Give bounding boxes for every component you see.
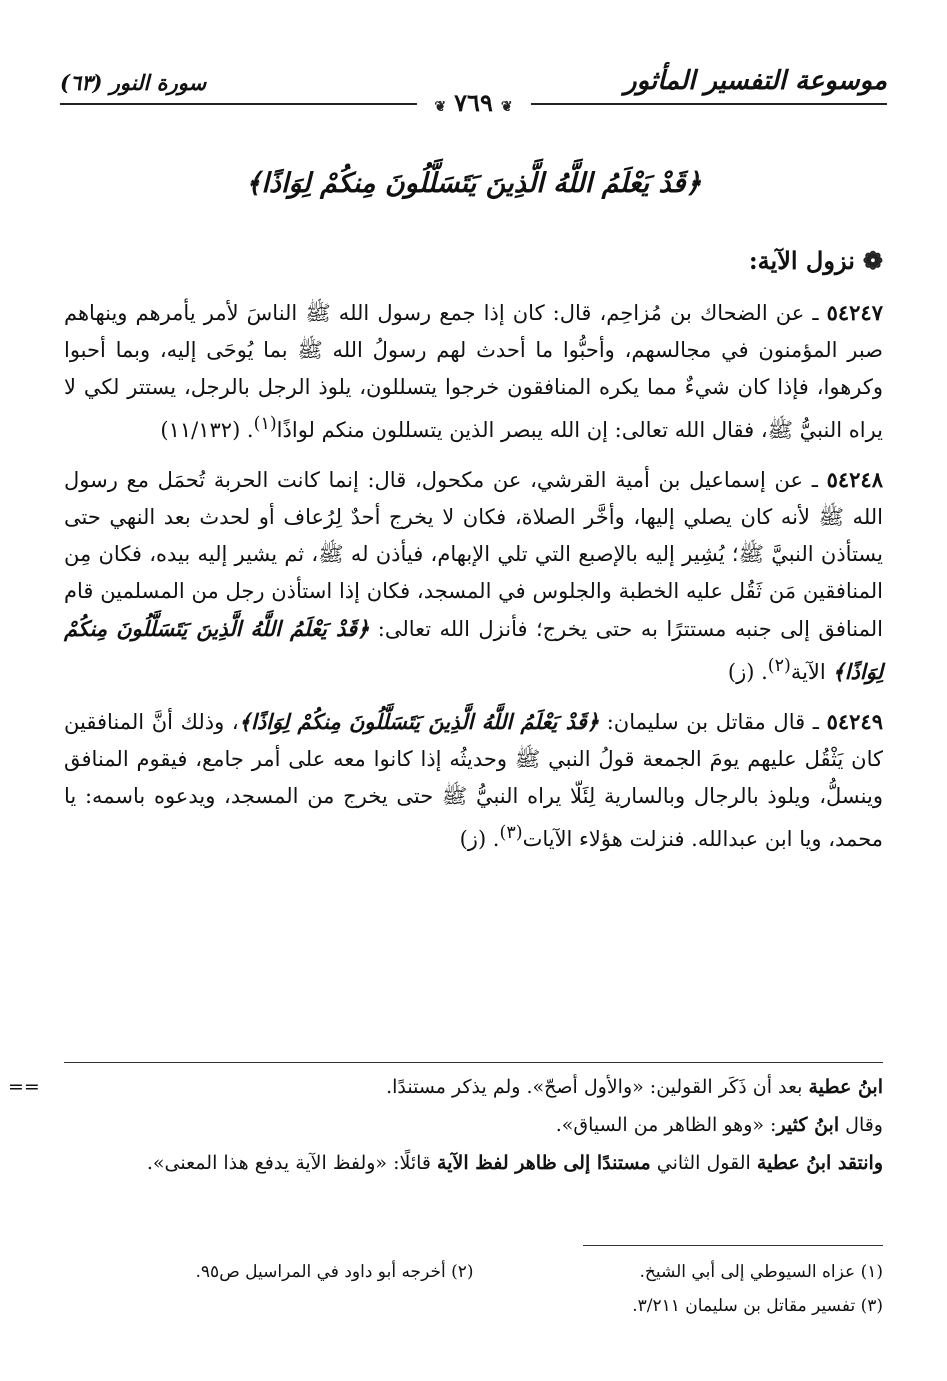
commentary-emphasis: مستندًا إلى ظاهر لفظ الآية (437, 1152, 651, 1174)
scholar-name: وانتقد ابنُ عطية (756, 1152, 883, 1174)
ornament-icon: ❦ (434, 99, 447, 115)
commentary-text: وقال (839, 1114, 883, 1136)
footnote-mark[interactable]: (٣) (499, 823, 523, 843)
entry-reference: . (ز) (459, 827, 500, 851)
scholar-name: ابنُ كثير (776, 1114, 840, 1136)
page-number: ٧٦٩ (454, 88, 493, 117)
commentary-line (64, 1144, 883, 1182)
book-title: موسوعة التفسير المأثور (624, 66, 887, 96)
entry-number: ٥٤٢٤٧ (826, 300, 883, 325)
entry-text-after: الآية (790, 660, 833, 684)
commentary-text: بعد أن ذَكَر القولين: «والأول أصحّ». ولم يذكر مستندًا. (386, 1076, 809, 1098)
section-heading-text: نزول الآية: (748, 246, 855, 275)
quran-quote: ﴿قَدْ يَعْلَمُ اللَّهُ الَّذِينَ يَتَسَلَّلُونَ مِنكُمْ لِوَاذًا﴾ (64, 616, 883, 684)
footnote-mark[interactable]: (٢) (767, 656, 791, 676)
scholar-name: ابنُ عطية (808, 1076, 883, 1098)
entry-text: ـ عن إسماعيل بن أمية القرشي، عن مكحول، قال: إنما كانت الحربة تُحمَل مع رسول الله ﷺ لأنه كان يصلي إليها، وأخَّر الصلاة، فكان لا يخرج أحدٌ لِرُعاف أو لحدث بعد النهي حتى يستأذن النبيَّ ﷺ؛ يُشِير إليه بالإصبع التي تلي الإبهام، فيأذن له ﷺ، ثم يشير إليه بيده، فكان مِن المنافقين مَن ثَقُل عليه الخطبة والجلوس في المسجد، فكان إذا استأذن رجل من المسلمين قام المنافق إلى جنبه مستترًا به حتى يخرج؛ فأنزل الله تعالى: (64, 468, 883, 641)
footnote-3: (٣) تفسير مقاتل بن سليمان ٣/٢١١. (632, 1296, 883, 1316)
entry-text: ـ عن الضحاك بن مُزاحِم، قال: كان إذا جمع رسول الله ﷺ الناسَ لأمر يأمرهم وينهاهم صبر المؤمنون في مجالسهم، وأحبُّوا ما أحدث لهم رسولُ الله ﷺ بما يُوحَى إليه، وبما أحبوا وكرهوا، فإذا كان شيءٌ مما يكره المنافقون خرجوا يتسللون، يلوذ الرجل بالرجل، يستتر لكي لا يراه النبيُّ ﷺ، فقال الله تعالى: إن الله يبصر الذين يتسللون منكم لواذًا (64, 301, 883, 442)
commentary-text: : «وهو الظاهر من السياق». (555, 1114, 777, 1136)
ornament-icon: ❦ (500, 99, 513, 115)
footnotes (64, 1255, 883, 1323)
page-header (60, 58, 887, 118)
continuation-marker: == (8, 1076, 40, 1098)
footnote-row (64, 1255, 883, 1289)
entries-body (64, 294, 883, 870)
footnote-mark[interactable]: (١) (253, 414, 277, 434)
footnote-2: (٢) أخرجه أبو داود في المراسيل ص٩٥. (195, 1262, 474, 1282)
entry-54249 (64, 703, 883, 858)
entry-reference: . (١١/١٣٢) (160, 418, 254, 442)
section-heading (749, 246, 883, 275)
commentary-continuation (8, 1068, 883, 1182)
entry-text: ـ قال مقاتل بن سليمان: (599, 710, 827, 734)
commentary-line (64, 1068, 883, 1106)
footnote-1: (١) عزاه السيوطي إلى أبي الشيخ. (639, 1262, 883, 1282)
surah-title: سورة النور (٦٣) (60, 70, 207, 95)
commentary-text: القول الثاني (650, 1152, 757, 1174)
entry-number: ٥٤٢٤٩ (826, 709, 883, 734)
page-number-box (416, 88, 530, 122)
footnotes-separator (583, 1245, 883, 1246)
commentary-text: قائلًا: «ولفظ الآية يدفع هذا المعنى». (146, 1152, 438, 1174)
entry-reference: . (ز) (727, 660, 768, 684)
quran-quote: ﴿قَدْ يَعْلَمُ اللَّهُ الَّذِينَ يَتَسَلَّلُونَ مِنكُمْ لِوَاذًا﴾ (238, 709, 600, 734)
commentary-separator (64, 1062, 883, 1063)
flower-ornament-icon: ❁ (862, 246, 883, 275)
entry-text-after: ، وذلك أنَّ المنافقين كان يَثْقُل عليهم يومَ الجمعة قولُ النبي ﷺ وحديثُه إذا كانوا معه على أمر جامع، فيقوم المنافق وينسلُّ، ويلوذ بالرجال وبالسارية لِئَلّا يراه النبيُّ ﷺ حتى يخرج من المسجد، ويدعوه باسمه: يا محمد، ويا ابن عبدالله. فنزلت هؤلاء الآيات (64, 710, 883, 851)
entry-number: ٥٤٢٤٨ (826, 467, 883, 492)
entry-54247 (64, 294, 883, 449)
commentary-line (64, 1106, 883, 1144)
entry-54248 (64, 461, 883, 691)
verse-banner: ﴿قَدْ يَعْلَمُ اللَّهُ الَّذِينَ يَتَسَلَّلُونَ مِنكُمْ لِوَاذًا﴾ (245, 168, 702, 199)
